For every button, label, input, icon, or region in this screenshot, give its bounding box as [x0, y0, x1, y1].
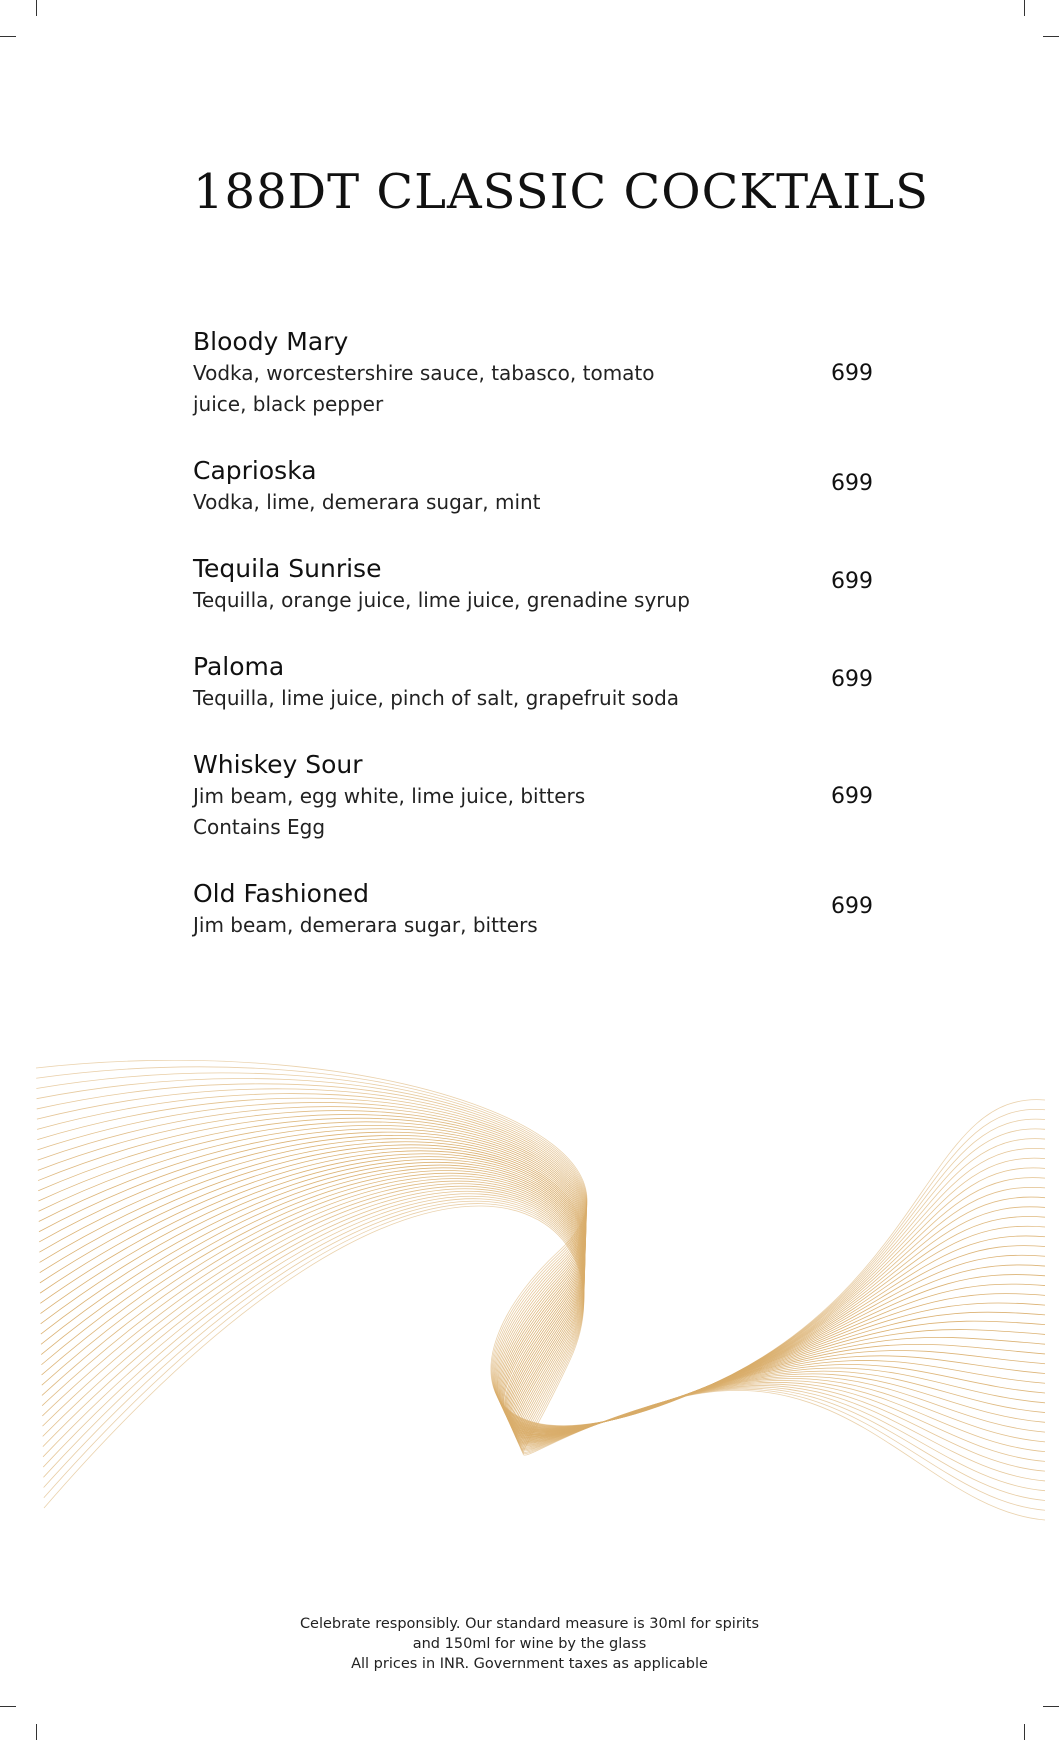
item-name: Paloma [193, 652, 285, 681]
crop-mark-top-left [36, 0, 37, 16]
item-description: Vodka, worcestershire sauce, tabasco, tomato [193, 361, 655, 385]
menu-item [193, 553, 873, 616]
item-name: Tequila Sunrise [193, 554, 382, 583]
item-price: 699 [831, 667, 873, 692]
item-price: 699 [831, 361, 873, 386]
menu-item [193, 651, 873, 714]
crop-mark-top-left-h [0, 36, 16, 37]
item-name: Bloody Mary [193, 327, 349, 356]
item-name: Old Fashioned [193, 879, 370, 908]
item-description: juice, black pepper [193, 392, 384, 416]
item-allergen-note: Contains Egg [193, 815, 326, 839]
gold-wave-decoration [0, 1060, 1059, 1620]
menu-item [193, 326, 873, 420]
menu-item [193, 749, 873, 843]
crop-mark-top-right-h [1043, 36, 1059, 37]
item-name: Whiskey Sour [193, 750, 363, 779]
item-price: 699 [831, 784, 873, 809]
item-price: 699 [831, 471, 873, 496]
item-name: Caprioska [193, 456, 317, 485]
wave-line [36, 1067, 1045, 1426]
crop-mark-bottom-left [36, 1724, 37, 1740]
wave-line [43, 1186, 1045, 1445]
item-description: Tequilla, orange juice, lime juice, grenadine syrup [193, 588, 690, 612]
item-description: Jim beam, demerara sugar, bitters [193, 913, 538, 937]
item-price: 699 [831, 569, 873, 594]
menu-title: 188DT CLASSIC COCKTAILS [193, 164, 929, 221]
footer-line: Celebrate responsibly. Our standard measure is 30ml for spirits [299, 1616, 760, 1632]
crop-mark-bottom-left-h [0, 1706, 16, 1707]
item-description: Jim beam, egg white, lime juice, bitters [193, 784, 586, 808]
crop-mark-bottom-right-h [1043, 1706, 1059, 1707]
footer-line: and 150ml for wine by the glass [412, 1636, 647, 1652]
menu-item [193, 878, 873, 941]
crop-mark-top-right [1024, 0, 1025, 16]
crop-mark-bottom-right [1024, 1724, 1025, 1740]
item-price: 699 [831, 894, 873, 919]
footer-line: All prices in INR. Government taxes as applicable [351, 1656, 708, 1672]
menu-item [193, 455, 873, 518]
item-description: Tequilla, lime juice, pinch of salt, grapefruit soda [193, 686, 680, 710]
wave-line [37, 1084, 1045, 1427]
footer-disclaimer [0, 1614, 1059, 1674]
wave-line [37, 1098, 1045, 1428]
item-description: Vodka, lime, demerara sugar, mint [193, 490, 541, 514]
